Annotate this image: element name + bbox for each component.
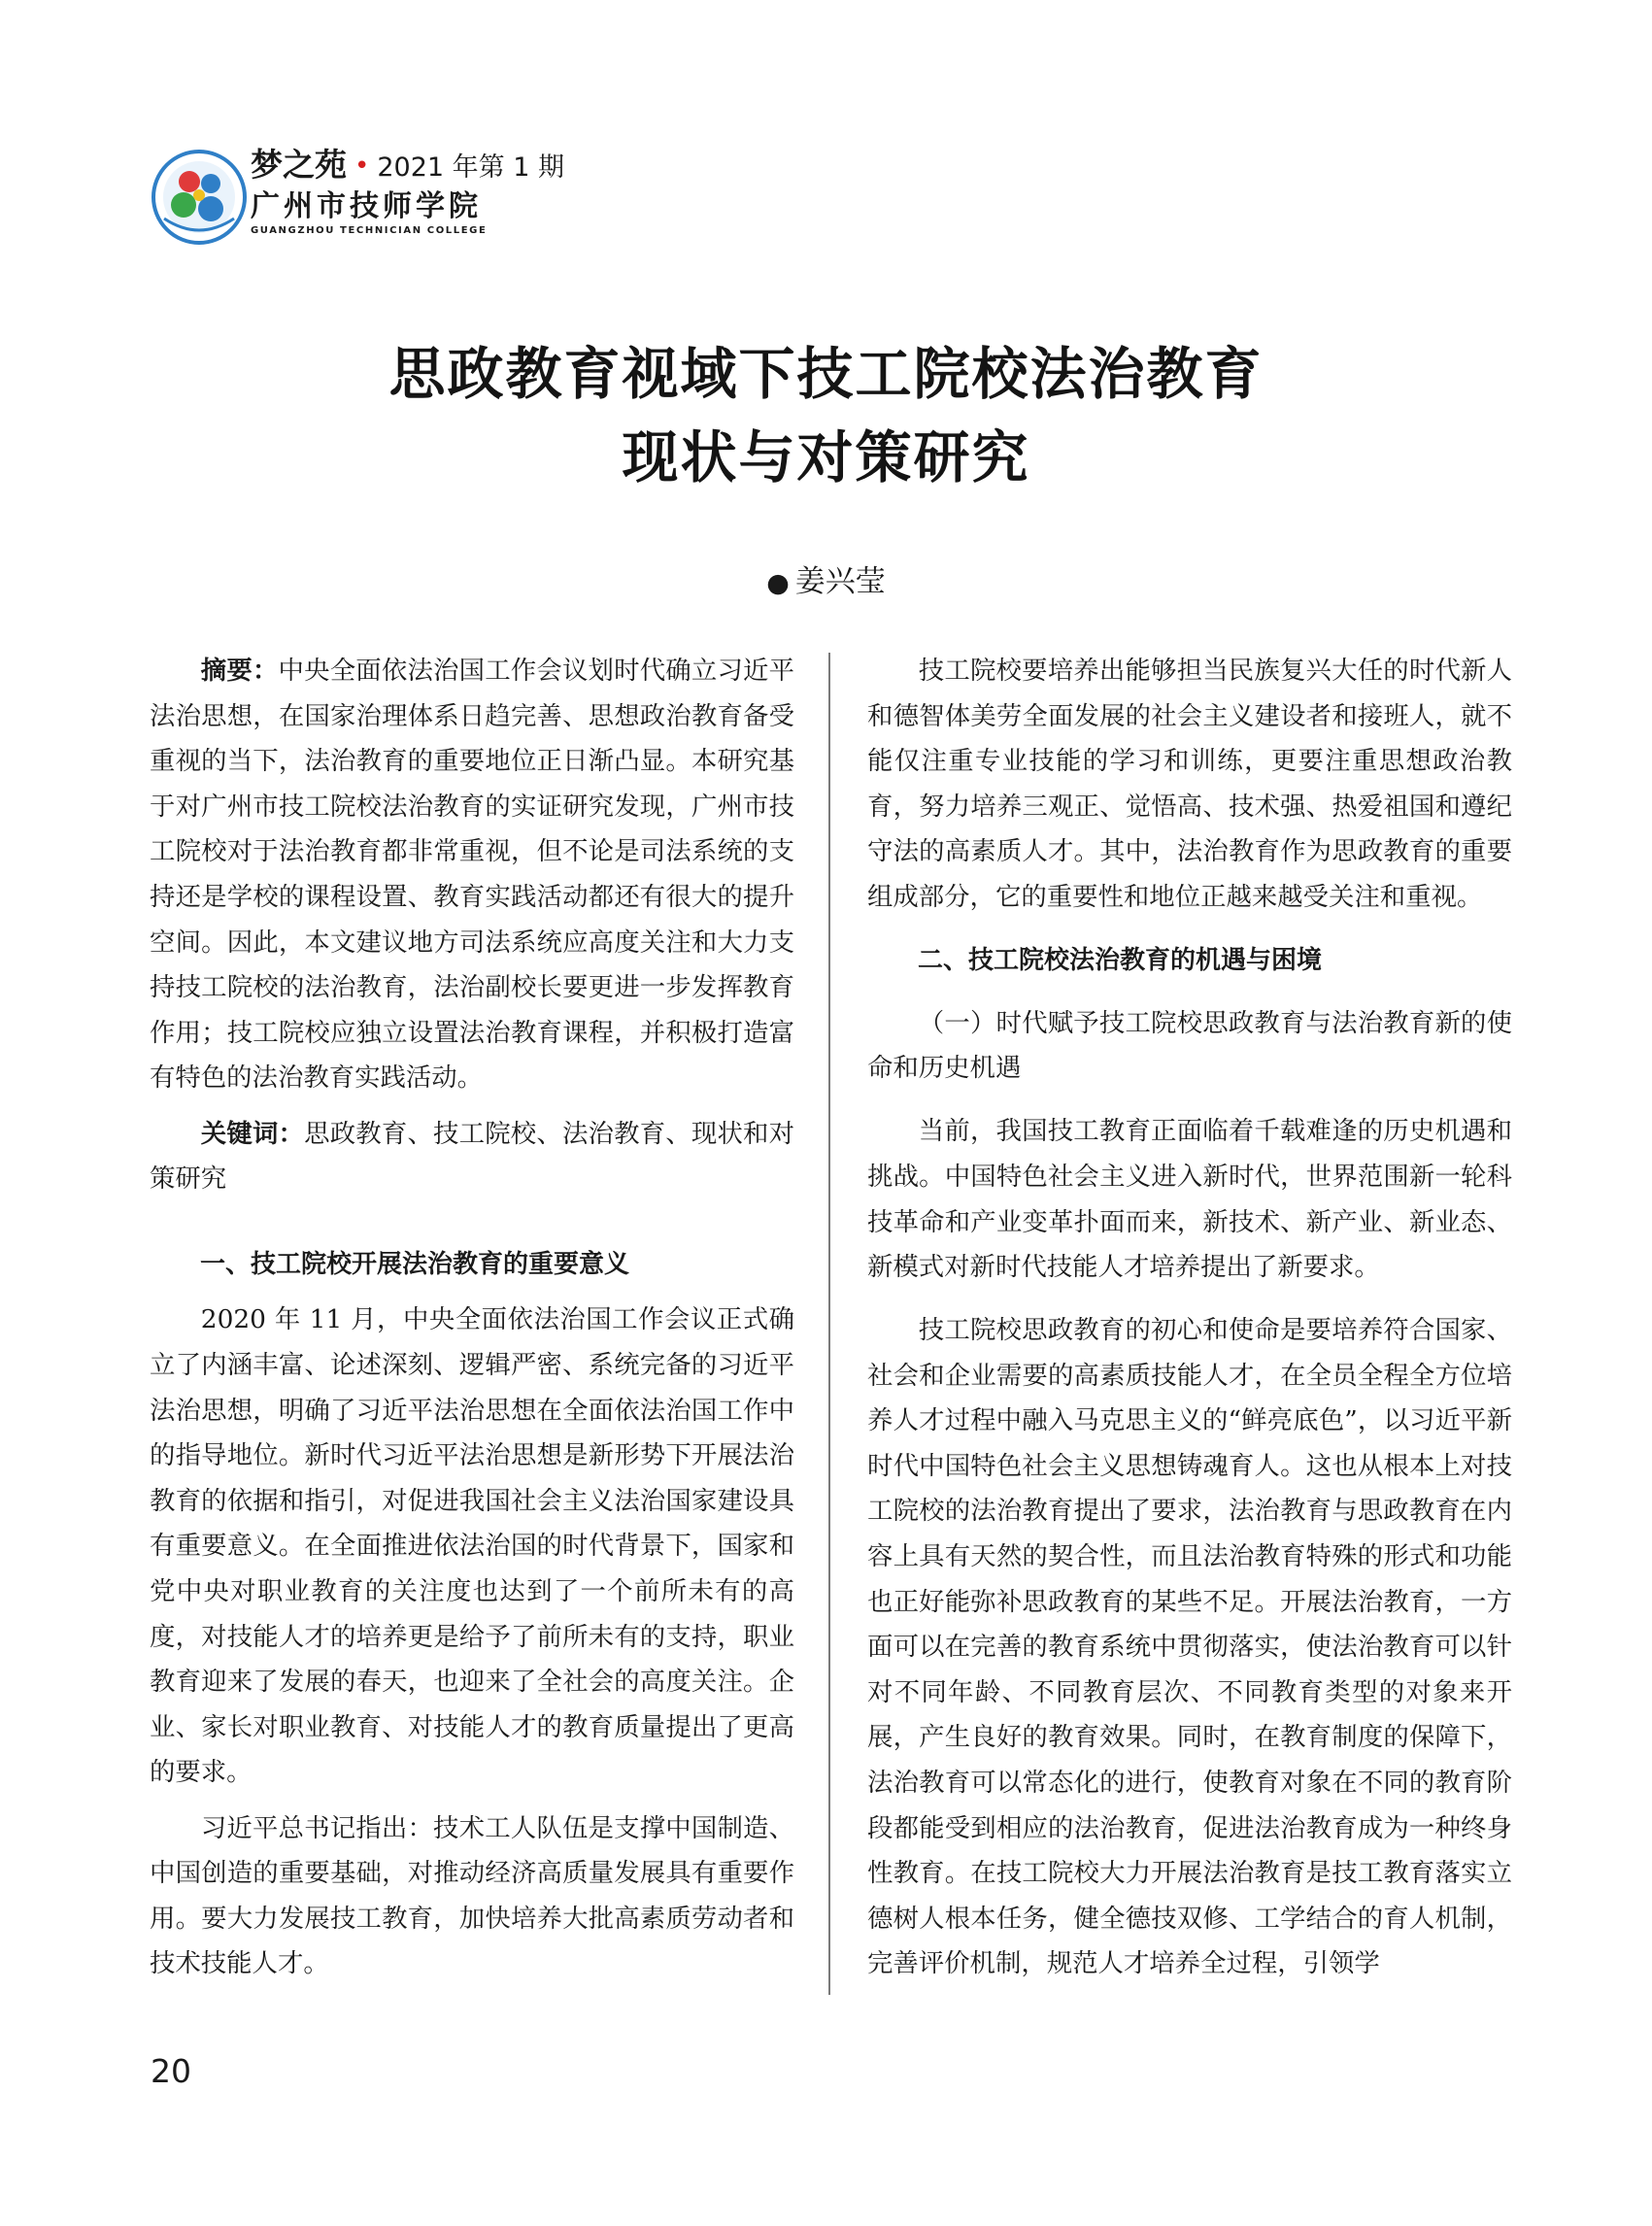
section-gap <box>150 1212 794 1231</box>
abstract-label: 摘要： <box>200 656 279 686</box>
author-line <box>0 556 1652 600</box>
journal-name: 梦之苑 <box>251 146 347 184</box>
paragraph: 技工院校思政教育的初心和使命是要培养符合国家、社会和企业需要的高素质技能人才，在全员全程全方位培养人才过程中融入马克思主义的“鲜亮底色”，以习近平新时代中国特色社会主义思想铸魂育人。这也从根本上对技工院校的法治教育提出了要求，法治教育与思政教育在内容上具有天然的契合性，而且法治教育特殊的形式和功能也正好能弥补思政教育的某些不足。开展法治教育，一方面可以在完善的教育系统中贯彻落实，使法治教育可以针对不同年龄、不同教育层次、不同教育类型的对象来开展，产生良好的教育效果。同时，在教育制度的保障下，法治教育可以常态化的进行，使教育对象在不同的教育阶段都能受到相应的法治教育，促进法治教育成为一种终身性教育。在技工院校大力开展法治教育是技工教育落实立德树人根本任务，健全德技双修、工学结合的育人机制，完善评价机制，规范人才培养全过程，引领学 <box>867 1315 1512 1979</box>
college-name-en: GUANGZHOU TECHNICIAN COLLEGE <box>251 225 488 236</box>
college-name-cn: 广州市技师学院 <box>251 189 482 223</box>
column-divider <box>828 653 830 1995</box>
abstract-text: 中央全面依法治国工作会议划时代确立习近平法治思想，在国家治理体系日趋完善、思想政治教育备受重视的当下，法治教育的重要地位正日渐凸显。本研究基于对广州市技工院校法治教育的实证研究发现，广州市技工院校对于法治教育都非常重视，但不论是司法系统的支持还是学校的课程设置、教育实践活动都还有很大的提升空间。因此，本文建议地方司法系统应高度关注和大力支持技工院校的法治教育，法治副校长要更进一步发挥教育作用；技工院校应独立设置法治教育课程，并积极打造富有特色的法治教育实践活动。 <box>150 656 795 1094</box>
paragraph: 当前，我国技工教育正面临着千载难逢的历史机遇和挑战。中国特色社会主义进入新时代，世界范围新一轮科技革命和产业变革扑面而来，新技术、新产业、新业态、新模式对新时代技能人才培养提出了新要求。 <box>867 1116 1512 1283</box>
paragraph: 习近平总书记指出：技术工人队伍是支撑中国制造、中国创造的重要基础，对推动经济高质量发展具有重要作用。要大力发展技工教育，加快培养大批高素质劳动者和技术技能人才。 <box>150 1812 794 1979</box>
left-column <box>150 649 794 1987</box>
abstract <box>150 649 794 1101</box>
article-title-line-2: 现状与对策研究 <box>622 424 1030 490</box>
article-title-line-1: 思政教育视域下技工院校法治教育 <box>388 341 1264 407</box>
right-column <box>867 649 1512 1987</box>
header-separator: • <box>354 152 370 181</box>
section-1-heading: 一、技工院校开展法治教育的重要意义 <box>200 1250 630 1280</box>
paragraph: 2020 年 11 月，中央全面依法治国工作会议正式确立了内涵丰富、论述深刻、逻辑严密、系统完备的习近平法治思想，明确了习近平法治思想在全面依法治国工作中的指导地位。新时代习近平法治思想是新形势下开展法治教育的依据和指引，对促进我国社会主义法治国家建设具有重要意义。在全面推进依法治国的时代背景下，国家和党中央对职业教育的关注度也达到了一个前所未有的高度，对技能人才的培养更是给予了前所未有的支持，职业教育迎来了发展的春天，也迎来了全社会的高度关注。企业、家长对职业教育、对技能人才的教育质量提出了更高的要求。 <box>150 1304 794 1788</box>
keywords-text: 思政教育、技工院校、法治教育、现状和对策研究 <box>150 1118 795 1195</box>
page-number: 20 <box>151 2052 191 2090</box>
keywords-label: 关键词： <box>200 1118 305 1149</box>
journal-header <box>251 146 564 238</box>
college-logo <box>151 149 248 246</box>
section-2-heading: 二、技工院校法治教育的机遇与困境 <box>918 945 1323 975</box>
subsection-1-heading: （一）时代赋予技工院校思政教育与法治教育新的使命和历史机遇 <box>867 1007 1512 1084</box>
paragraph: 技工院校要培养出能够担当民族复兴大任的时代新人和德智体美劳全面发展的社会主义建设者和接班人，就不能仅注重专业技能的学习和训练，更要注重思想政治教育，努力培养三观正、觉悟高、技术强、热爱祖国和遵纪守法的高素质人才。其中，法治教育作为思政教育的重要组成部分，它的重要性和地位正越来越受关注和重视。 <box>867 656 1512 912</box>
author-bullet: ● <box>766 568 790 598</box>
issue-label: 2021 年第 1 期 <box>377 152 564 183</box>
keywords <box>150 1112 794 1202</box>
author-name: 姜兴莹 <box>794 564 886 599</box>
